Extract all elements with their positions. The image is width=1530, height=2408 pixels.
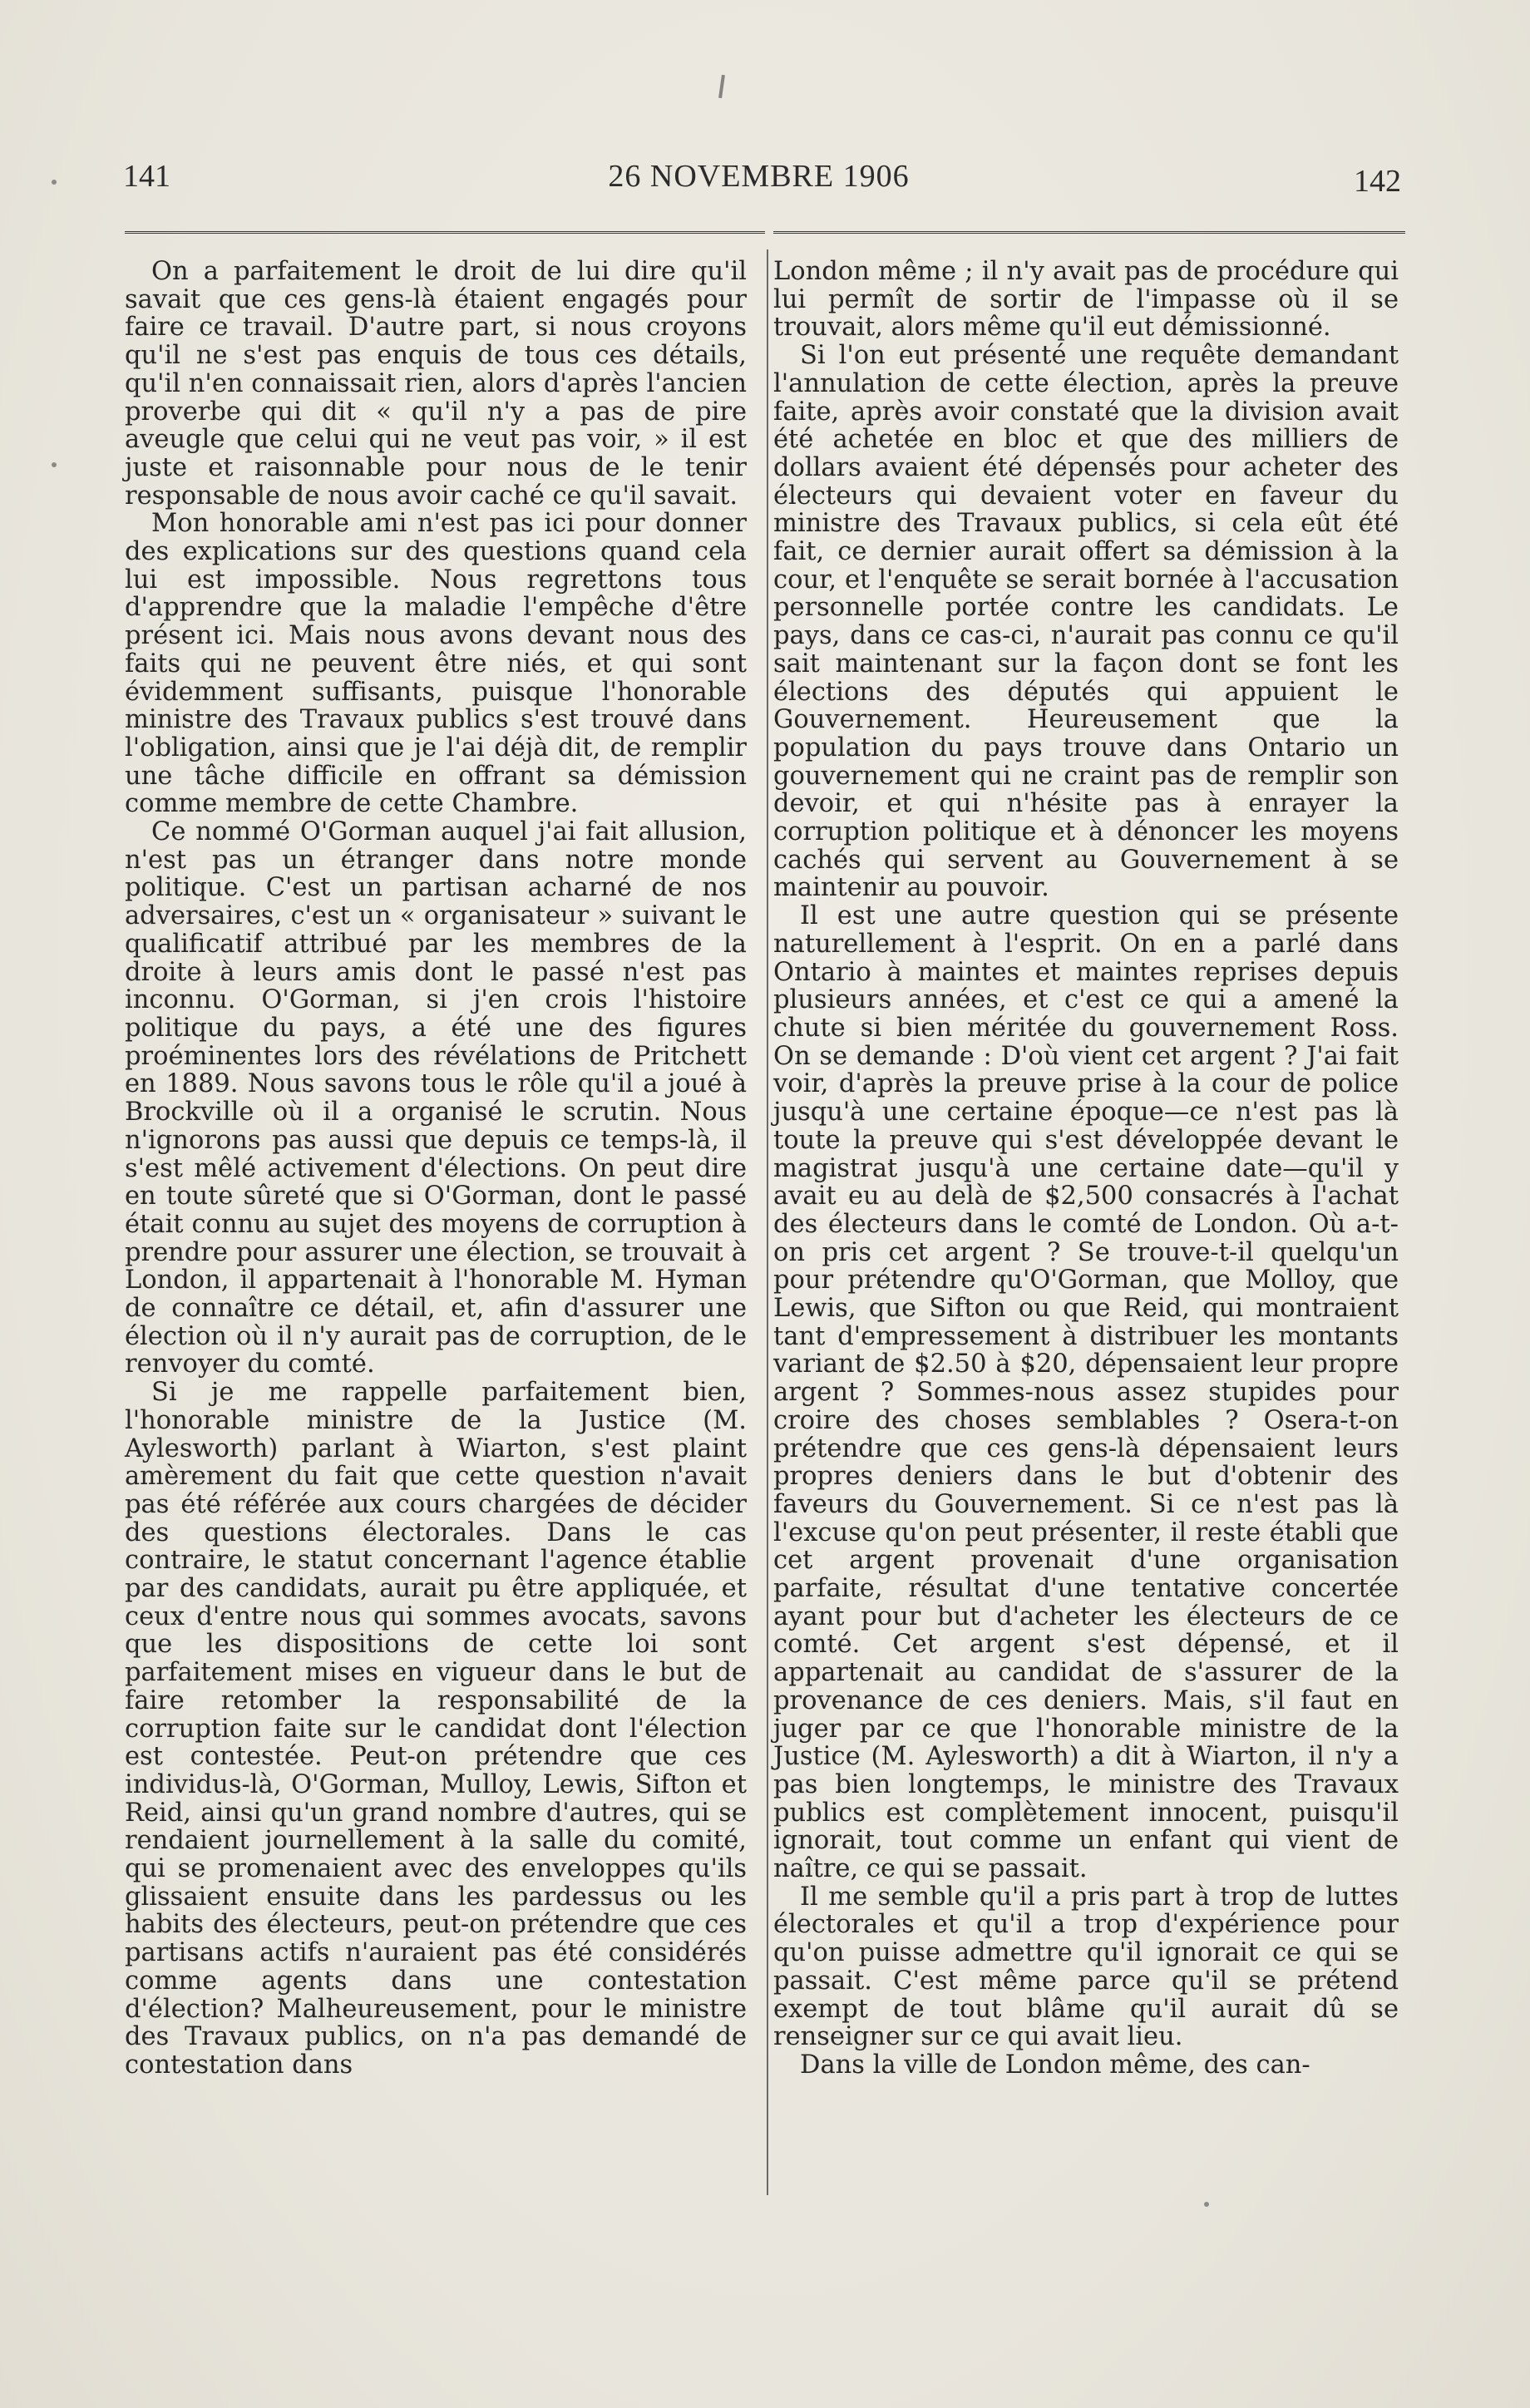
paragraph: Si je me rappelle parfaitement bien, l'honorable ministre de la Justice (M. Aylesworth) parlant à Wiarton, s'est plaint amèrement du fait que cette question n'avait pas été référée aux cours chargées de décider des questions électorales. Dans le cas contraire, le statut concernant l'agence établie par des candidats, aurait pu être appliquée, et ceux d'entre nous qui sommes avocats, savons que les dispositions de cette loi sont parfaitement mises en vigueur dans le but de faire retomber la responsabilité de la corruption faite sur le candidat dont l'élection est contestée. Peut-on prétendre que ces individus-là, O'Gorman, Mulloy, Lewis, Sifton et Reid, ainsi qu'un grand nombre d'autres, qui se rendaient journellement à la salle du comité, qui se promenaient avec des enveloppes qu'ils glissaient ensuite dans les pardessus ou les habits des électeurs, peut-on prétendre que ces partisans actifs n'auraient pas été considérés comme agents dans une contestation d'élection? Malheureusement, pour le ministre des Travaux publics, on n'a pas demandé de contestation dans [125, 1378, 747, 2080]
ink-mark [718, 75, 725, 98]
page-number-left: 141 [123, 159, 170, 194]
paragraph: London même ; il n'y avait pas de procédure qui lui permît de sortir de l'impasse où il se trouvait, alors même qu'il eut démissionné. [773, 257, 1399, 343]
speck [1204, 2202, 1209, 2207]
column-divider [767, 249, 768, 2195]
left-column [125, 258, 747, 2080]
page-number-right: 142 [1354, 164, 1401, 199]
paragraph: Si l'on eut présenté une requête demandant l'annulation de cette élection, après la preuve faite, après avoir constaté que la division avait été achetée en bloc et que des milliers de dollars avaient été dépensés pour acheter des électeurs qui devaient voter en faveur du ministre des Travaux publics, si cela eût été fait, ce dernier aurait offert sa démission à la cour, et l'enquête se serait bornée à l'accusation personnelle portée contre les candidats. Le pays, dans ce cas-ci, n'aurait pas connu ce qu'il sait maintenant sur la façon dont se font les élections des députés qui appuient le Gouvernement. Heureusement que la population du pays trouve dans Ontario un gouvernement qui ne craint pas de remplir son devoir, et qui n'hésite pas à enrayer la corruption politique et à dénoncer les moyens cachés qui servent au Gouvernement à se maintenir au pouvoir. [773, 341, 1399, 903]
paragraph: Mon honorable ami n'est pas ici pour donner des explications sur des questions quand cela lui est impossible. Nous regrettons tous d'apprendre que la maladie l'empêche d'être présent ici. Mais nous avons devant nous des faits qui ne peuvent être niés, et qui sont évidemment suffisants, puisque l'honorable ministre des Travaux publics s'est trouvé dans l'obligation, ainsi que je l'ai déjà dit, de remplir une tâche difficile en offrant sa démission comme membre de cette Chambre. [125, 509, 747, 819]
page-header [116, 158, 1401, 208]
header-rule-right [773, 231, 1405, 234]
speck [52, 180, 57, 185]
paragraph: Il est une autre question qui se présente naturellement à l'esprit. On en a parlé dans Ontario à maintes et maintes reprises depuis plusieurs années, et c'est ce qui a amené la chute si bien méritée du gouvernement Ross. On se demande : D'où vient cet argent ? J'ai fait voir, d'après la preuve prise à la cour de police jusqu'à une certaine époque—ce n'est pas là toute la preuve qui s'est développée devant le magistrat jusqu'à une certaine date—qu'il y avait eu au delà de $2,500 consacrés à l'achat des électeurs dans le comté de London. Où a-t-on pris cet argent ? Se trouve-t-il quelqu'un pour prétendre qu'O'Gorman, que Molloy, que Lewis, que Sifton ou que Reid, qui montraient tant d'empressement à distribuer les montants variant de $2.50 à $20, dépensaient leur propre argent ? Sommes-nous assez stupides pour croire des choses semblables ? Osera-t-on prétendre que ces gens-là dépensaient leurs propres deniers dans le but d'obtenir des faveurs du Gouvernement. Si ce n'est pas là l'excuse qu'on peut présenter, il reste établi que cet argent provenait d'une organisation parfaite, résultat d'une tentative concertée ayant pour but d'acheter les électeurs de ce comté. Cet argent s'est dépensé, et il appartenait au candidat de s'assurer de la provenance de ces deniers. Mais, s'il faut en juger par ce que l'honorable ministre de la Justice (M. Aylesworth) a dit à Wiarton, il n'y a pas bien longtemps, le ministre des Travaux publics est complètement innocent, puisqu'il ignorait, tout comme un enfant qui vient de naître, ce qui se passait. [773, 901, 1399, 1884]
header-date: 26 NOVEMBRE 1906 [608, 159, 910, 194]
paragraph: Il me semble qu'il a pris part à trop de luttes électorales et qu'il a trop d'expérience pour qu'on puisse admettre qu'il ignorait ce qui se passait. C'est même parce qu'il se prétend exempt de tout blâme qu'il aurait dû se renseigner sur ce qui avait lieu. [773, 1882, 1399, 2052]
paragraph: Ce nommé O'Gorman auquel j'ai fait allusion, n'est pas un étranger dans notre monde politique. C'est un partisan acharné de nos adversaires, c'est un « organisateur » suivant le qualificatif attribué par les membres de la droite à leurs amis dont le passé n'est pas inconnu. O'Gorman, si j'en crois l'histoire politique du pays, a été une des figures proéminentes lors des révélations de Pritchett en 1889. Nous savons tous le rôle qu'il a joué à Brockville où il a organisé le scrutin. Nous n'ignorons pas aussi que depuis ce temps-là, il s'est mêlé activement d'élections. On peut dire en toute sûreté que si O'Gorman, dont le passé était connu au sujet des moyens de corruption à prendre pour assurer une élection, se trouvait à London, il appartenait à l'honorable M. Hyman de connaître ce détail, et, afin d'assurer une élection où il n'y aurait pas de corruption, de le renvoyer du comté. [125, 817, 747, 1379]
right-column [773, 258, 1399, 2080]
header-rule-left [125, 231, 765, 234]
paragraph: Dans la ville de London même, des can- [800, 2050, 1310, 2080]
speck [52, 462, 57, 467]
paragraph: On a parfaitement le droit de lui dire qu'il savait que ces gens-là étaient engagés pour faire ce travail. D'autre part, si nous croyons qu'il ne s'est pas enquis de tous ces détails, qu'il n'en connaissait rien, alors d'après l'ancien proverbe qui dit « qu'il n'y a pas de pire aveugle que celui qui ne veut pas voir, » il est juste et raisonnable pour nous de le tenir responsable de nous avoir caché ce qu'il savait. [125, 257, 747, 511]
